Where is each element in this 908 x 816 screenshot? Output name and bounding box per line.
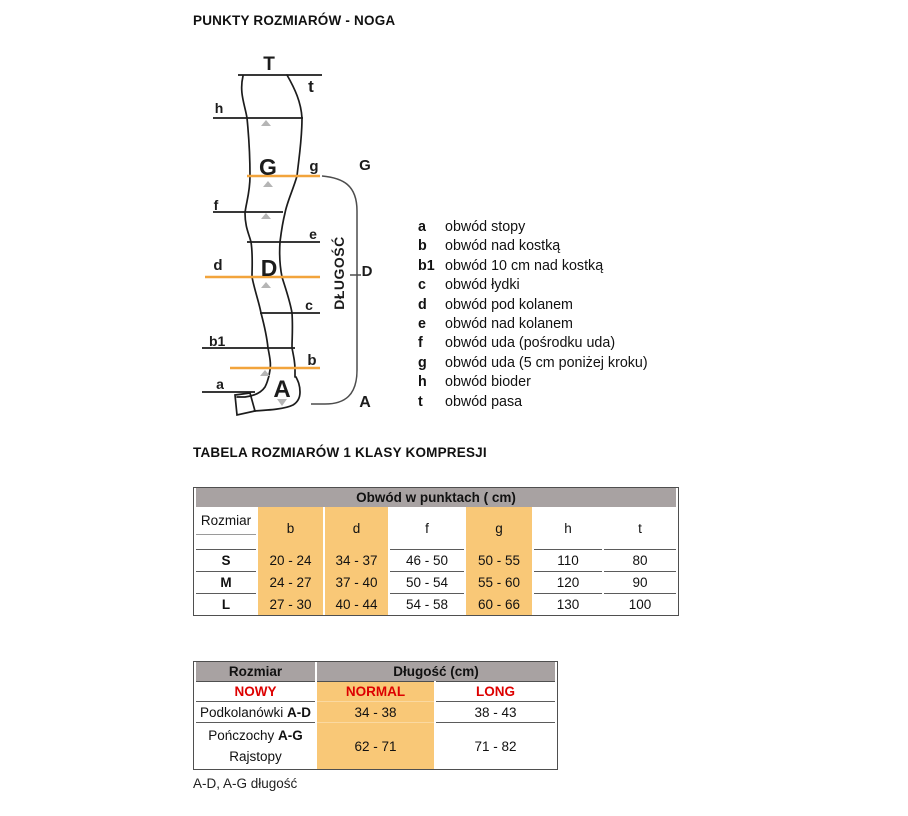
page-title: PUNKTY ROZMIARÓW - NOGA <box>193 13 396 28</box>
value-cell: 62 - 71 <box>317 722 434 769</box>
value-cell: 130 <box>534 593 602 615</box>
value-cell: 46 - 50 <box>390 549 464 571</box>
value-cell: 38 - 43 <box>436 701 555 722</box>
value-cell: 71 - 82 <box>436 722 555 769</box>
value-cell: 50 - 54 <box>390 571 464 593</box>
value-cell: 20 - 24 <box>258 549 323 571</box>
value-cell: 24 - 27 <box>258 571 323 593</box>
value-cell: 37 - 40 <box>325 571 388 593</box>
label-dlugosc: DŁUGOŚĆ <box>331 236 347 310</box>
marker-triangle-b <box>260 370 270 376</box>
label-D-big: D <box>260 255 278 281</box>
value-cell: 40 - 44 <box>325 593 388 615</box>
marker-triangle-h <box>261 120 271 126</box>
value-cell: 120 <box>534 571 602 593</box>
legend-item: g obwód uda (5 cm poniżej kroku) <box>418 354 648 371</box>
col-t: t <box>638 520 642 536</box>
variant-normal: NORMAL <box>317 681 434 701</box>
label-t: t <box>308 77 314 96</box>
length-footnote: A-D, A-G długość <box>193 776 298 791</box>
col-d: d <box>325 507 388 549</box>
table-row-ponczochy <box>196 722 555 769</box>
marker-triangle-f <box>261 213 271 219</box>
variant-long: LONG <box>436 681 555 701</box>
variant-nowy: NOWY <box>196 681 315 701</box>
col-f: f <box>425 520 429 536</box>
size-cell: L <box>196 593 256 615</box>
legend-item: d obwód pod kolanem <box>418 296 573 313</box>
label-c: c <box>305 297 313 313</box>
value-cell: 27 - 30 <box>258 593 323 615</box>
table-header-row <box>196 662 555 681</box>
value-cell: 90 <box>604 571 676 593</box>
label-G-big: G <box>259 154 277 180</box>
label-D-right: D <box>361 263 373 280</box>
measurement-legend <box>418 218 648 412</box>
point-letter-row <box>196 507 676 549</box>
leg-measurement-diagram <box>195 45 395 420</box>
size-cell: M <box>196 571 256 593</box>
legend-item: b obwód nad kostką <box>418 238 561 255</box>
col-g: g <box>466 507 532 549</box>
table-header-row <box>196 488 676 507</box>
rozmiar-header-cell: Rozmiar <box>196 662 315 681</box>
label-b1: b1 <box>209 333 226 349</box>
legend-item: t obwód pasa <box>418 393 523 410</box>
col-h: h <box>564 520 572 536</box>
marker-triangle-g <box>263 181 273 187</box>
circumference-header-cell: Obwód w punktach ( cm) <box>196 488 676 507</box>
size-table <box>193 487 679 616</box>
label-A-big: A <box>273 376 291 403</box>
value-cell: 55 - 60 <box>466 571 532 593</box>
length-table <box>193 661 558 770</box>
legend-item: f obwód uda (pośrodku uda) <box>418 335 616 352</box>
value-cell: 50 - 55 <box>466 549 532 571</box>
value-cell: 34 - 38 <box>317 701 434 722</box>
value-cell: 54 - 58 <box>390 593 464 615</box>
product-cell: Podkolanówki A-D <box>196 701 315 722</box>
legend-item: a obwód stopy <box>418 219 526 235</box>
variant-row <box>196 681 555 701</box>
legend-item: h obwód bioder <box>418 374 531 391</box>
label-b: b <box>307 352 317 369</box>
label-A-right: A <box>359 394 371 411</box>
table-row-S <box>196 549 676 571</box>
value-cell: 110 <box>534 549 602 571</box>
value-cell: 60 - 66 <box>466 593 532 615</box>
label-f: f <box>213 197 219 213</box>
leg-outline-right <box>280 75 302 377</box>
label-a: a <box>216 376 224 392</box>
label-g: g <box>309 158 319 175</box>
size-cell: S <box>196 549 256 571</box>
label-T: T <box>263 54 275 75</box>
value-cell: 34 - 37 <box>325 549 388 571</box>
label-d: d <box>213 257 223 274</box>
table-row-podkolanowki <box>196 701 555 722</box>
dlugosc-header-cell: Długość (cm) <box>317 662 555 681</box>
legend-item: c obwód łydki <box>418 277 520 294</box>
table-row-L <box>196 593 676 615</box>
table-row-M <box>196 571 676 593</box>
size-table-title: TABELA ROZMIARÓW 1 KLASY KOMPRESJI <box>193 445 487 460</box>
label-G-right: G <box>359 157 371 174</box>
product-cell: Pończochy A-G Rajstopy <box>196 722 315 769</box>
rozmiar-cell: Rozmiar <box>196 507 256 549</box>
label-h: h <box>214 100 224 116</box>
marker-triangle-d <box>261 282 271 288</box>
value-cell: 80 <box>604 549 676 571</box>
col-b: b <box>258 507 323 549</box>
legend-item: b1 obwód 10 cm nad kostką <box>418 257 604 274</box>
value-cell: 100 <box>604 593 676 615</box>
label-e: e <box>309 226 317 242</box>
legend-item: e obwód nad kolanem <box>418 316 573 333</box>
